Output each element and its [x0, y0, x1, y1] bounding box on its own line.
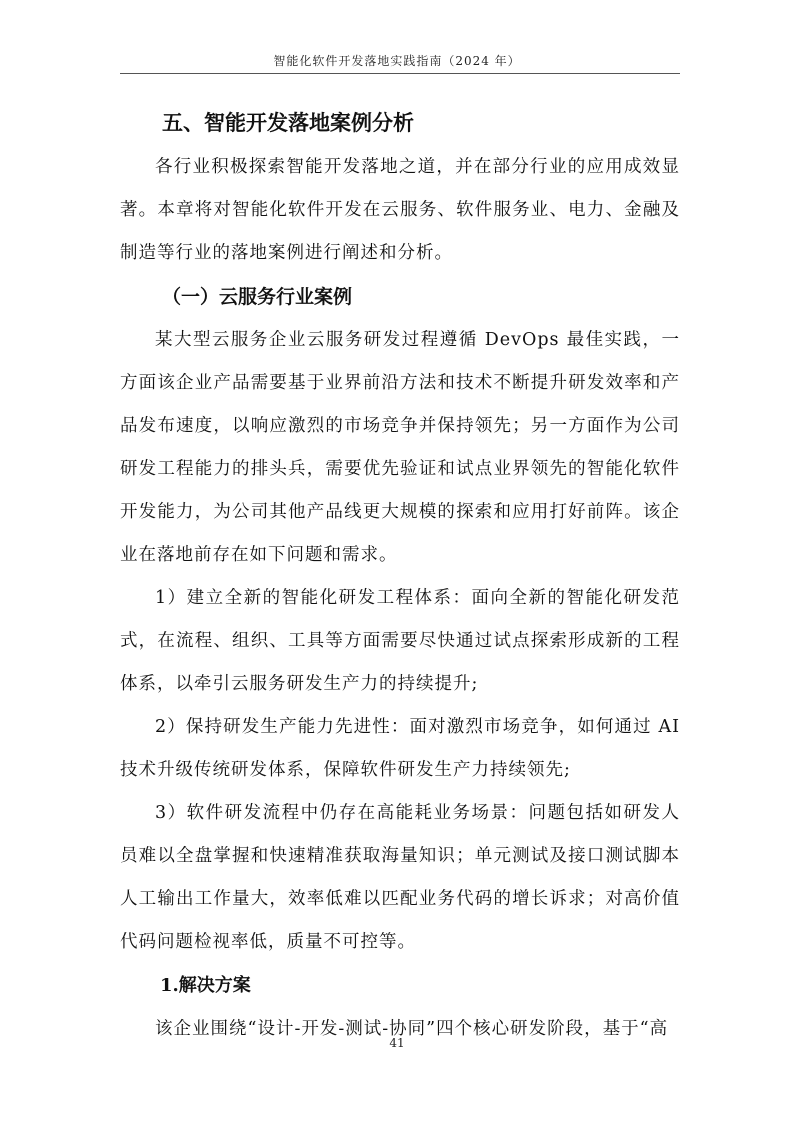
- solution-intro-paragraph: 该企业围绕“设计-开发-测试-协同”四个核心研发阶段，基于“高: [155, 1019, 669, 1039]
- chapter-title: 五、智能开发落地案例分析: [162, 111, 414, 135]
- need-item-2: 2）保持研发生产能力先进性：面对激烈市场竞争，如何通过 AI 技术升级传统研发体系，保障软件研发生产力持续领先;: [120, 717, 680, 780]
- intro-paragraph: 各行业积极探索智能开发落地之道，并在部分行业的应用成效显著。本章将对智能化软件开发在云服务、软件服务业、电力、金融及制造等行业的落地案例进行阐述和分析。: [120, 157, 680, 263]
- case-background-paragraph: 某大型云服务企业云服务研发过程遵循 DevOps 最佳实践，一方面该企业产品需要基于业界前沿方法和技术不断提升研发效率和产品发布速度，以响应激烈的市场竞争并保持领先；另一方面作为公司研发工程能力的排头兵，需要优先验证和试点业界领先的智能化软件开发能力，为公司其他产品线更大规模的探索和应用打好前阵。该企业在落地前存在如下问题和需求。: [120, 330, 680, 565]
- header-divider: [120, 73, 680, 74]
- running-header: 智能化软件开发落地实践指南（2024 年）: [273, 54, 521, 68]
- need-item-1: 1）建立全新的智能化研发工程体系：面向全新的智能化研发范式，在流程、组织、工具等方面需要尽快通过试点探索形成新的工程体系，以牵引云服务研发生产力的持续提升;: [120, 588, 680, 694]
- page-body: [120, 100, 680, 1051]
- subsection-title: 1.解决方案: [160, 975, 251, 996]
- page-number: 41: [389, 1036, 405, 1050]
- need-item-3: 3）软件研发流程中仍存在高能耗业务场景：问题包括如研发人员难以全盘掌握和快速精准获取海量知识；单元测试及接口测试脚本人工输出工作量大，效率低难以匹配业务代码的增长诉求；对高价值代码问题检视率低，质量不可控等。: [120, 803, 680, 952]
- section-title: （一）云服务行业案例: [162, 286, 353, 308]
